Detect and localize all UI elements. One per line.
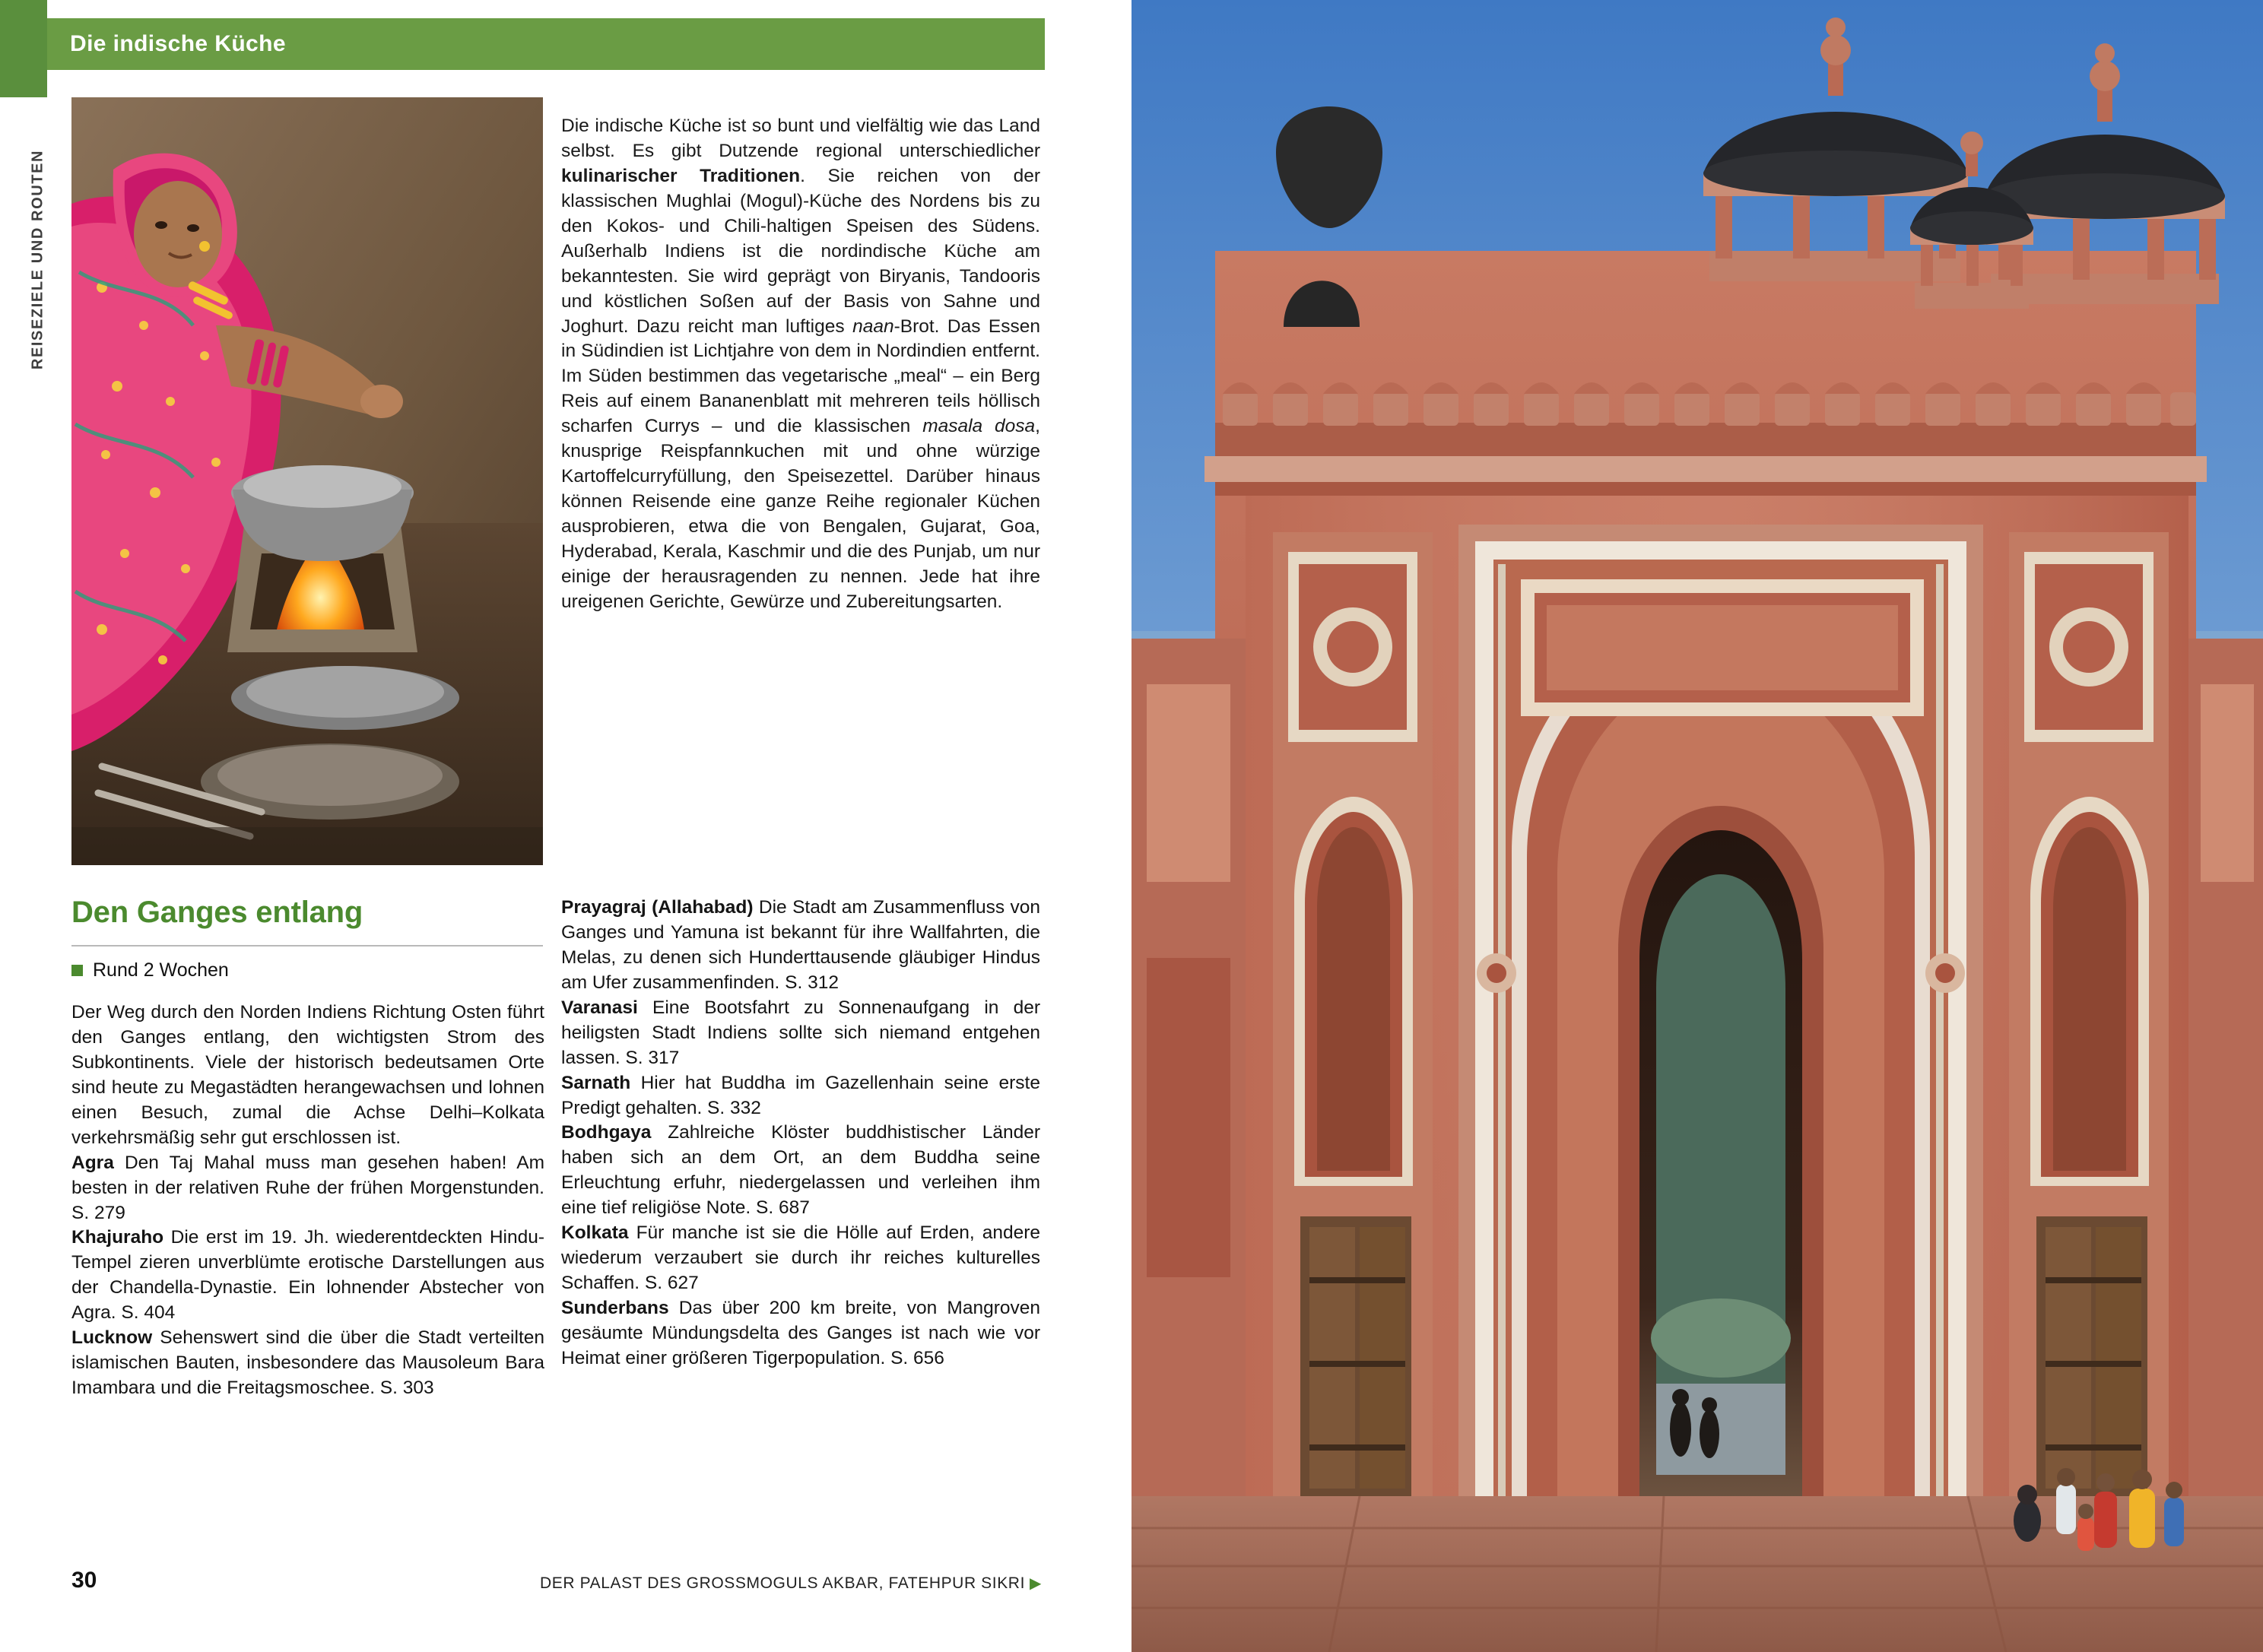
route-stop-name: Sarnath bbox=[561, 1072, 631, 1093]
route-stop-text: Eine Bootsfahrt zu Sonnenaufgang in der heiligsten Stadt Indiens sollte sich niemand entgehen lassen. S. 317 bbox=[561, 997, 1040, 1068]
route-stop bbox=[561, 896, 1040, 996]
route-stops-right bbox=[561, 896, 1040, 1371]
route-heading: Den Ganges entlang bbox=[71, 896, 363, 929]
route-stop-text: Die Stadt am Zusammenfluss von Ganges und Yamuna ist bekannt für ihre Wallfahrten, die Melas, zu denen sich Hunderttausende gläubiger Hindus am Ufer zusammenfinden. S. 312 bbox=[561, 897, 1040, 993]
route-stop-text: Sehenswert sind die über die Stadt verteilten islamischen Bauten, insbesondere das Mausoleum Bara Imambara und die Freitagsmoschee. S. 303 bbox=[71, 1327, 544, 1399]
section-tab-label: REISEZIELE UND ROUTEN bbox=[29, 149, 46, 370]
route-column-right bbox=[561, 896, 1040, 1371]
route-stop bbox=[561, 1221, 1040, 1296]
infobox-body: Die indische Küche ist so bunt und vielfältig wie das Land selbst. Es gibt Dutzende regional unterschiedlicher kulinarischer Traditionen. Sie reichen von der klassischen Mughlai (Mogul)-Küche des Nordens bis zu den Kokos- und Chili-haltigen Speisen des Südens. Außerhalb Indiens ist die nordindische Küche am bekanntesten. Sie wird geprägt von Biryanis, Tandooris und köstlichen Soßen auf der Basis von Sahne und Joghurt. Dazu reicht man luftiges naan-Brot. Das Essen in Südindien ist Lichtjahre von dem in Nordindien entfernt. Im Süden bestimmen das vegetarische „meal“ – ein Berg Reis auf einem Bananenblatt mit mehreren teils höllisch scharfen Currys – und die klassischen masala dosa, knusprige Reispfannkuchen mit und ohne würzige Kartoffelcurryfüllung, den Speisezettel. Darüber hinaus können Reisende eine ganze Reihe regionaler Küchen ausprobieren, etwa die von Bengalen, Gujarat, Goa, Hyderabad, Kerala, Kaschmir und die des Punjab, um nur einige der herausragenden zu nennen. Jede hat ihre ureigenen Gerichte, Gewürze und Zubereitungsarten. bbox=[561, 116, 1040, 612]
route-stop-text: Die erst im 19. Jh. wiederentdeckten Hindu-Tempel zieren unverblümte erotische Darstellungen aus der Chandella-Dynastie. Ein lohnender Abstecher von Agra. S. 404 bbox=[71, 1227, 544, 1324]
route-stop bbox=[561, 996, 1040, 1071]
route-stop bbox=[71, 1326, 544, 1401]
route-stop-text: Für manche ist sie die Hölle auf Erden, andere wiederum verzaubert sie durch ihr reiches kulturelles Schaffen. S. 627 bbox=[561, 1222, 1040, 1294]
route-stops-left bbox=[71, 1151, 544, 1401]
route-duration bbox=[71, 959, 543, 981]
route-stop-name: Sunderbans bbox=[561, 1298, 669, 1318]
route-stop-name: Varanasi bbox=[561, 997, 638, 1018]
infobox-header bbox=[47, 18, 1045, 70]
photo-caption-text: DER PALAST DES GROSSMOGULS AKBAR, FATEHPUR SIKRI bbox=[540, 1574, 1026, 1592]
route-intro: Der Weg durch den Norden Indiens Richtung Osten führt den Ganges entlang, den wichtigsten Strom des Subkontinents. Viele der historisch bedeutsamen Orte sind heute zu Megastädten herangewachsen und lohnen einen Besuch, zumal die Achse Delhi–Kolkata verkehrsmäßig sehr gut erschlossen ist. bbox=[71, 1002, 544, 1148]
section-tab-marker bbox=[0, 0, 47, 97]
infobox-title: Die indische Küche bbox=[70, 31, 286, 56]
route-divider bbox=[71, 945, 543, 946]
caption-arrow-icon: ▶ bbox=[1030, 1575, 1042, 1592]
route-stop-name: Agra bbox=[71, 1152, 114, 1173]
route-stop bbox=[561, 1121, 1040, 1221]
route-stop-name: Kolkata bbox=[561, 1222, 629, 1244]
photo-caption bbox=[304, 1574, 1042, 1593]
route-stop-name: Khajuraho bbox=[71, 1227, 164, 1248]
route-stop bbox=[561, 1071, 1040, 1121]
route-column-left bbox=[71, 1000, 544, 1401]
route-stop-name: Bodhgaya bbox=[561, 1122, 652, 1143]
route-stop-text: Das über 200 km breite, von Mangroven gesäumte Mündungsdelta des Ganges ist nach wie vor Heimat einer größeren Tigerpopulation. S. 656 bbox=[561, 1298, 1040, 1368]
route-stop-name: Prayagraj (Allahabad) bbox=[561, 897, 754, 918]
route-stop-text: Zahlreiche Klöster buddhistischer Länder haben sich an dem Ort, an dem Buddha seine Erleuchtung erfuhr, niedergelassen und verleihen ihm eine tief religiöse Note. S. 687 bbox=[561, 1122, 1040, 1219]
route-stop-text: Den Taj Mahal muss man gesehen haben! Am besten in der relativen Ruhe der frühen Morgenstunden. S. 279 bbox=[71, 1152, 544, 1223]
route-stop-text: Hier hat Buddha im Gazellenhain seine erste Predigt gehalten. S. 332 bbox=[561, 1072, 1040, 1118]
route-stop bbox=[71, 1226, 544, 1326]
route-stop bbox=[71, 1151, 544, 1226]
bullet-square-icon bbox=[71, 965, 83, 976]
route-stop bbox=[561, 1296, 1040, 1371]
route-stop-name: Lucknow bbox=[71, 1327, 153, 1349]
photo-fatehpur-sikri-palace bbox=[1132, 0, 2263, 1652]
route-duration-label: Rund 2 Wochen bbox=[93, 959, 229, 981]
photo-indian-cook bbox=[71, 97, 543, 865]
page-number: 30 bbox=[71, 1568, 97, 1593]
